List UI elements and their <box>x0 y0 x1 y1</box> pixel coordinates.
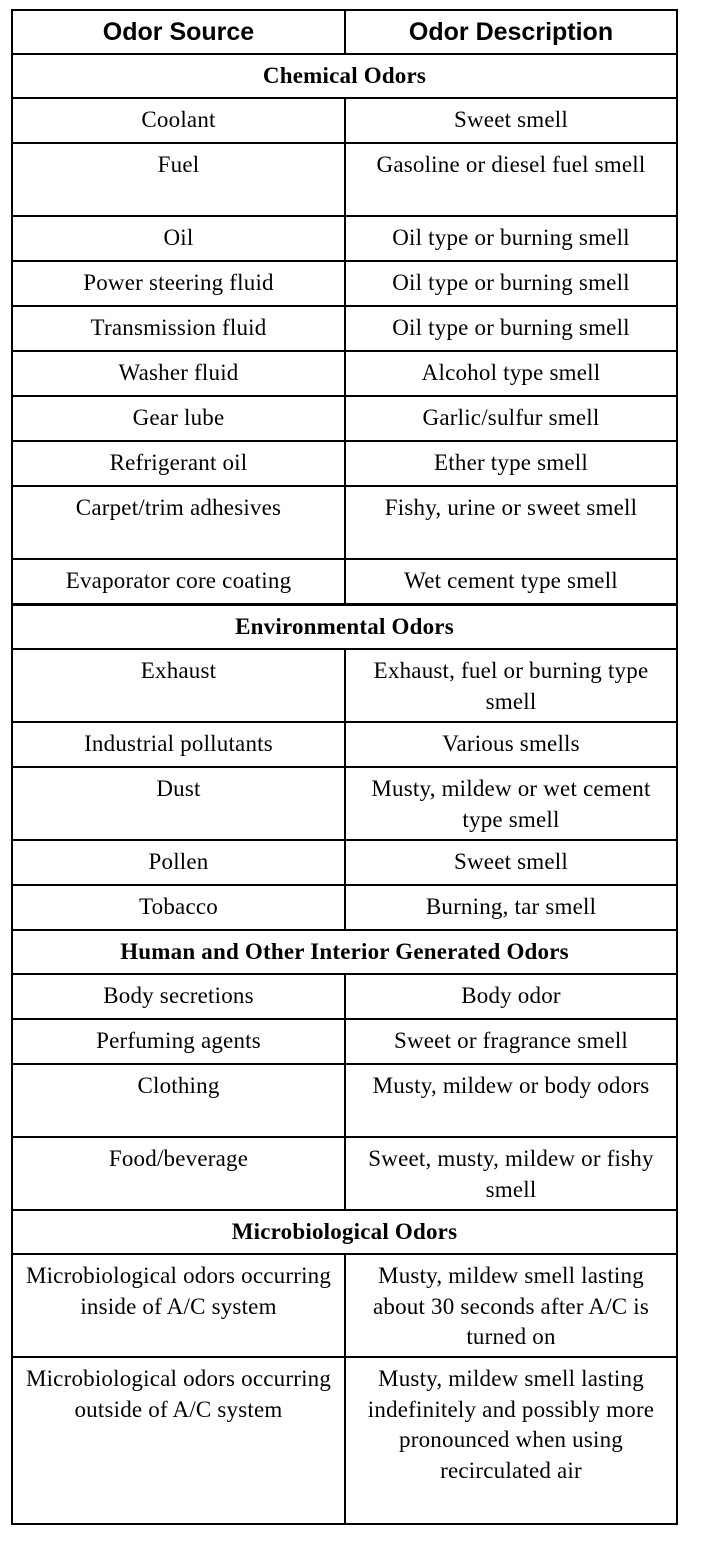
table-row <box>12 559 677 605</box>
odor-description-cell: Musty, mildew smell lasting indefinitely and possibly more pronounced when using recirculated air <box>345 1357 677 1524</box>
table-row <box>12 261 677 306</box>
table-row <box>12 1019 677 1064</box>
table-row <box>12 1064 677 1137</box>
odor-source-cell: Microbiological odors occurring inside of A/C system <box>12 1254 345 1357</box>
table-row <box>12 306 677 351</box>
odor-description-cell: Oil type or burning smell <box>345 306 677 351</box>
odor-description-cell: Sweet, musty, mildew or fishy smell <box>345 1137 677 1210</box>
odor-description-cell: Fishy, urine or sweet smell <box>345 486 677 559</box>
odor-source-cell: Coolant <box>12 98 345 143</box>
odor-description-cell: Body odor <box>345 974 677 1019</box>
section-header <box>12 605 677 650</box>
odor-source-cell: Perfuming agents <box>12 1019 345 1064</box>
odor-description-cell: Musty, mildew smell lasting about 30 seconds after A/C is turned on <box>345 1254 677 1357</box>
table-row <box>12 441 677 486</box>
table-row <box>12 396 677 441</box>
table-row <box>12 840 677 885</box>
header-odor-description: Odor Description <box>345 10 677 54</box>
odor-source-cell: Evaporator core coating <box>12 559 345 605</box>
odor-description-cell: Alcohol type smell <box>345 351 677 396</box>
odor-source-cell: Power steering fluid <box>12 261 345 306</box>
odor-source-cell: Industrial pollutants <box>12 722 345 767</box>
section-title: Environmental Odors <box>12 605 677 650</box>
section-header <box>12 930 677 974</box>
section-header <box>12 1210 677 1254</box>
table-row <box>12 98 677 143</box>
odor-source-cell: Oil <box>12 216 345 261</box>
odor-description-cell: Exhaust, fuel or burning type smell <box>345 649 677 722</box>
table-row <box>12 767 677 840</box>
odor-source-cell: Dust <box>12 767 345 840</box>
table-row <box>12 1254 677 1357</box>
odor-source-cell: Exhaust <box>12 649 345 722</box>
table-row <box>12 885 677 930</box>
odor-source-cell: Clothing <box>12 1064 345 1137</box>
header-row <box>12 10 677 54</box>
section-title: Chemical Odors <box>12 54 677 98</box>
odor-description-cell: Wet cement type smell <box>345 559 677 605</box>
table-row <box>12 216 677 261</box>
odor-source-cell: Body secretions <box>12 974 345 1019</box>
table-row <box>12 974 677 1019</box>
odor-description-cell: Oil type or burning smell <box>345 216 677 261</box>
odor-description-cell: Oil type or burning smell <box>345 261 677 306</box>
odor-description-cell: Ether type smell <box>345 441 677 486</box>
odor-table <box>11 9 678 1525</box>
section-title: Human and Other Interior Generated Odors <box>12 930 677 974</box>
section-header <box>12 54 677 98</box>
odor-source-cell: Washer fluid <box>12 351 345 396</box>
odor-description-cell: Sweet smell <box>345 840 677 885</box>
odor-source-cell: Carpet/trim adhesives <box>12 486 345 559</box>
odor-description-cell: Garlic/sulfur smell <box>345 396 677 441</box>
table-row <box>12 722 677 767</box>
table-row <box>12 486 677 559</box>
table-row <box>12 1357 677 1524</box>
table-row <box>12 649 677 722</box>
odor-description-cell: Sweet smell <box>345 98 677 143</box>
odor-source-cell: Microbiological odors occurring outside of A/C system <box>12 1357 345 1524</box>
odor-source-cell: Refrigerant oil <box>12 441 345 486</box>
table-row <box>12 143 677 216</box>
odor-description-cell: Sweet or fragrance smell <box>345 1019 677 1064</box>
odor-description-cell: Burning, tar smell <box>345 885 677 930</box>
odor-source-cell: Fuel <box>12 143 345 216</box>
odor-description-cell: Various smells <box>345 722 677 767</box>
header-odor-source: Odor Source <box>12 10 345 54</box>
odor-description-cell: Musty, mildew or body odors <box>345 1064 677 1137</box>
odor-source-cell: Transmission fluid <box>12 306 345 351</box>
section-title: Microbiological Odors <box>12 1210 677 1254</box>
odor-source-cell: Pollen <box>12 840 345 885</box>
odor-source-cell: Gear lube <box>12 396 345 441</box>
table-row <box>12 1137 677 1210</box>
odor-source-cell: Food/beverage <box>12 1137 345 1210</box>
odor-description-cell: Musty, mildew or wet cement type smell <box>345 767 677 840</box>
table-row <box>12 351 677 396</box>
odor-description-cell: Gasoline or diesel fuel smell <box>345 143 677 216</box>
odor-source-cell: Tobacco <box>12 885 345 930</box>
